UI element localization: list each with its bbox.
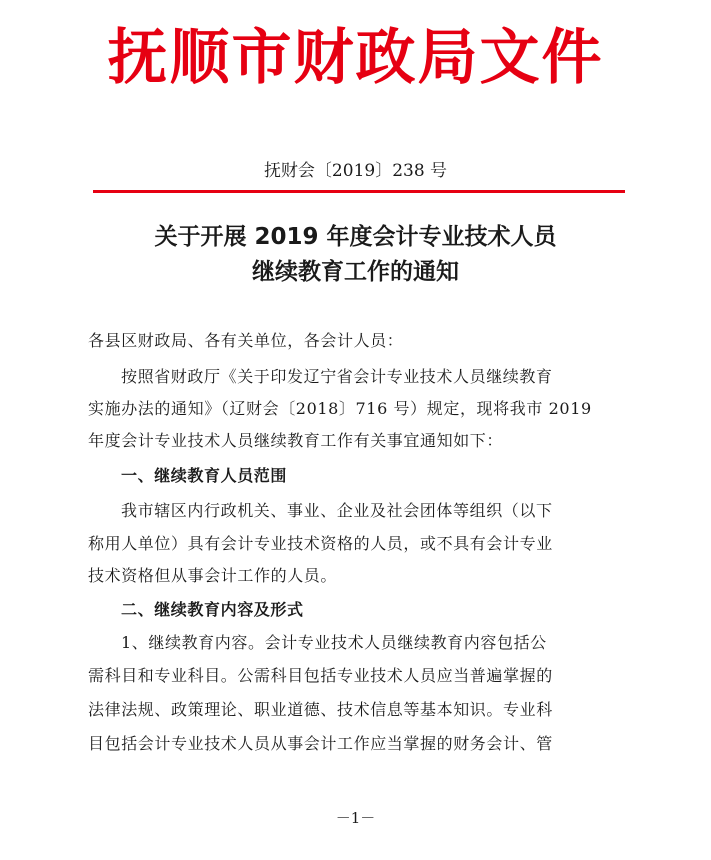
section-2-line: 目包括会计专业技术人员从事会计工作应当掌握的财务会计、管	[88, 734, 553, 753]
section-1-line: 称用人单位）具有会计专业技术资格的人员，或不具有会计专业	[88, 534, 553, 553]
notice-title-line-2: 继续教育工作的通知	[252, 259, 459, 285]
salutation: 各县区财政局、各有关单位，各会计人员：	[88, 331, 404, 350]
header-red-divider	[93, 190, 625, 193]
document-number: 抚财会〔2019〕238 号	[263, 161, 448, 181]
document-header-title: 抚顺市财政局文件	[107, 23, 604, 93]
section-2-line: 法律法规、政策理论、职业道德、技术信息等基本知识。专业科	[88, 700, 553, 719]
page-number: －1－	[335, 809, 376, 827]
intro-line: 年度会计专业技术人员继续教育工作有关事宜通知如下：	[88, 431, 504, 450]
notice-title-line-1: 关于开展 2019 年度会计专业技术人员	[154, 224, 557, 250]
section-1-line: 技术资格但从事会计工作的人员。	[88, 566, 338, 585]
section-2-line: 1、继续教育内容。会计专业技术人员继续教育内容包括公	[121, 633, 547, 652]
section-1-line: 我市辖区内行政机关、事业、企业及社会团体等组织（以下	[121, 501, 553, 520]
intro-line: 按照省财政厅《关于印发辽宁省会计专业技术人员继续教育	[121, 367, 553, 386]
section-2-heading: 二、继续教育内容及形式	[121, 600, 304, 619]
section-2-line: 需科目和专业科目。公需科目包括专业技术人员应当普遍掌握的	[88, 666, 553, 685]
section-1-heading: 一、继续教育人员范围	[121, 466, 288, 485]
intro-line: 实施办法的通知》（辽财会〔2018〕716 号）规定，现将我市 2019	[88, 399, 592, 418]
